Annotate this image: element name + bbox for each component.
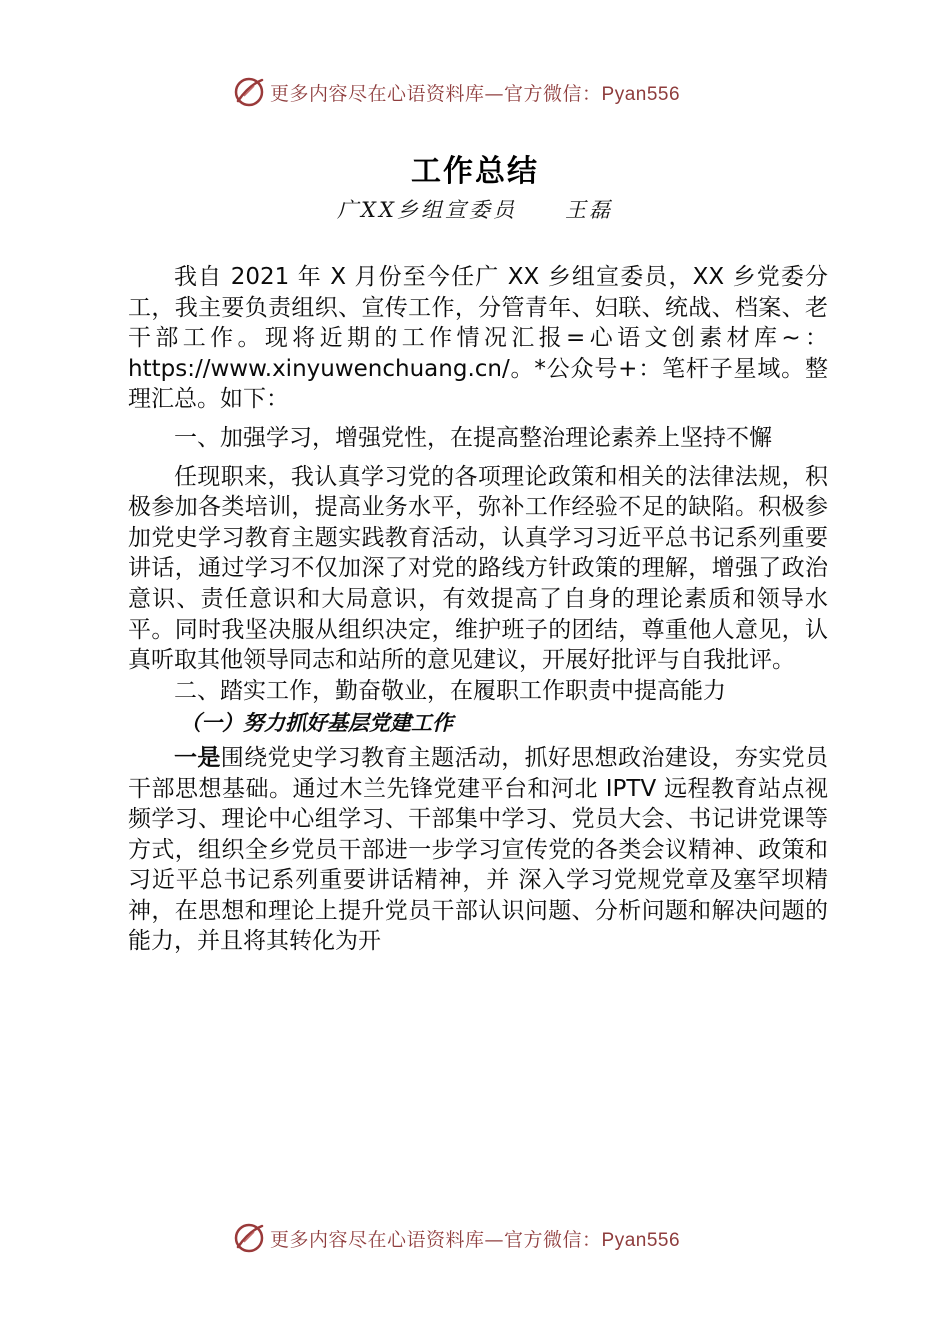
pen-logo-icon [232,1221,266,1255]
item-paragraph-1 [128,743,828,957]
author-line [0,194,950,224]
section-body-1: 任现职来，我认真学习党的各项理论政策和相关的法律法规，积极参加各类培训，提高业务水平，弥补工作经验不足的缺陷。积极参加党史学习教育主题实践教育活动，认真学习习近平总书记系列重要讲话，通过学习不仅加深了对党的路线方针政策的理解，增强了政治意识、责任意识和大局意识，有效提高了自身的理论素质和领导水平。同时我坚决服从组织决定，维护班子的团结，尊重他人意见，认真听取其他领导同志和站所的意见建议，开展好批评与自我批评。 [128,463,828,674]
watermark-text: 更多内容尽在心语资料库—官方微信：Pyan556 [270,1228,681,1251]
header-watermark-banner [232,72,680,112]
page-title: 工作总结 [411,154,539,189]
item-body: 围绕党史学习教育主题活动，抓好思想政治建设，夯实党员干部思想基础。通过木兰先锋党建平台和河北 IPTV 远程教育站点视频学习、理论中心组学习、干部集中学习、党员大会、书记讲党课等方式，组织全乡党员干部进一步学习宣传党的各类会议精神、政策和习近平总书记系列重要讲话精神，并 深入学习党规党章及塞罕坝精神，在思想和理论上提升党员干部认识问题、分析问题和解决问题的能力，并且将其转化为开 [128,744,829,955]
subsection-heading-1: （一）努力抓好基层党建工作 [180,710,453,736]
pen-logo-icon [232,75,266,109]
document-body [128,262,828,957]
footer-watermark-banner [232,1218,680,1258]
watermark-text: 更多内容尽在心语资料库—官方微信：Pyan556 [270,82,681,105]
author-role: 广XX乡组宣委员 [337,198,517,222]
section-heading-1: 一、加强学习，增强党性，在提高整治理论素养上坚持不懈 [174,424,772,451]
item-lead: 一是 [174,744,221,771]
intro-paragraph: 我自 2021 年 X 月份至今任广 XX 乡组宣委员，XX 乡党委分工，我主要负责组织、宣传工作，分管青年、妇联、统战、档案、老干部工作。现将近期的工作情况汇报=心语文创素材库~：https://www.xinyuwenchuang.cn/。*公众号+：笔杆子星域。整理汇总。如下： [128,264,828,413]
author-name: 王磊 [564,198,613,222]
section-heading-2: 二、踏实工作，勤奋敬业，在履职工作职责中提高能力 [174,677,726,704]
